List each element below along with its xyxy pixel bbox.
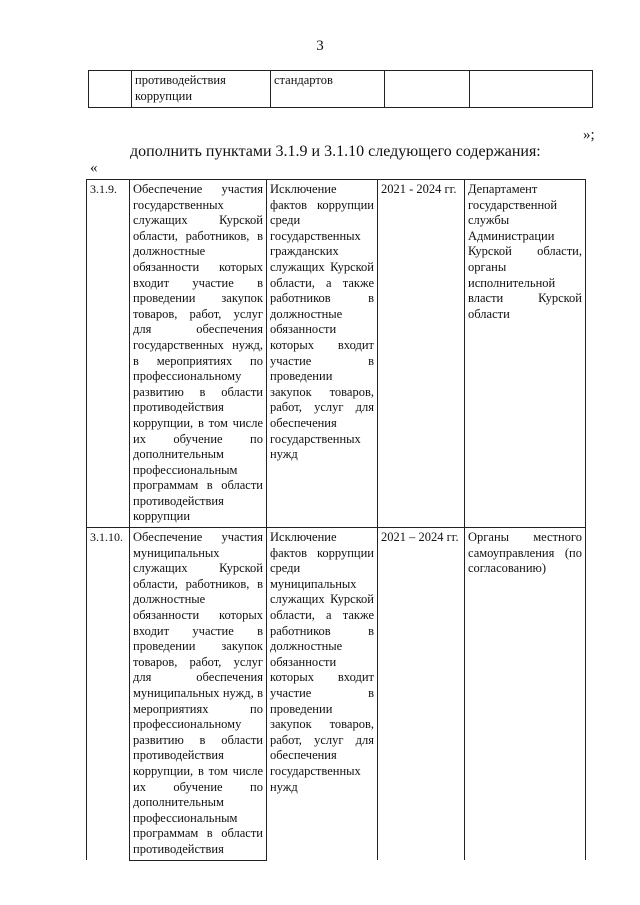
table-cell: стандартов [271,71,385,108]
intro-text: дополнить пунктами 3.1.9 и 3.1.10 следующего содержания: [130,143,541,160]
opening-quote-mark: « [90,160,98,176]
closing-quote-mark: »; [583,127,595,143]
implementation-period: 2021 – 2024 гг. [378,528,465,860]
page-number: 3 [316,38,324,54]
measure-description: Обеспечение участия муниципальных служащих Курской области, работников, в должностные обязанности которых входит участие в проведении закупок товаров, работ, услуг для обеспечения муниципальных нужд, в мероприятиях по профессиональному развитию в области противодействия коррупции, в том числе их обучение по дополнительным профессиональным программам в области противодействия [130,528,267,860]
expected-result: Исключение фактов коррупции среди государственных гражданских служащих Курской области, а также работников в должностные обязанности которых входит участие в проведении закупок товаров, работ, услуг для обеспечения государственных нужд [267,180,378,528]
table-row [87,528,586,860]
table-row [89,71,593,108]
responsible-executor: Органы местного самоуправления (по согласованию) [465,528,586,860]
measure-description: Обеспечение участия государственных служащих Курской области, работников, в должностные обязанности которых входит участие в проведении закупок товаров, работ, услуг для обеспечения государственных нужд, в мероприятиях по профессиональному развитию в области противодействия коррупции, в том числе их обучение по дополнительным профессиональным программам в области противодействия коррупции [130,180,267,528]
table-cell: противодействия коррупции [132,71,271,108]
implementation-period: 2021 - 2024 гг. [378,180,465,528]
row-number: 3.1.9. [87,180,130,528]
table-cell [385,71,470,108]
table-row [87,180,586,528]
row-number: 3.1.10. [87,528,130,860]
continued-table-fragment [88,70,593,108]
table-cell [470,71,593,108]
table-cell [89,71,132,108]
responsible-executor: Департамент государственной службы Администрации Курской области, органы исполнительной власти Курской области [465,180,586,528]
measures-table [86,179,586,861]
expected-result: Исключение фактов коррупции среди муниципальных служащих Курской области, а также работников в должностные обязанности которых входит участие в проведении закупок товаров, работ, услуг для обеспечения государственных нужд [267,528,378,860]
